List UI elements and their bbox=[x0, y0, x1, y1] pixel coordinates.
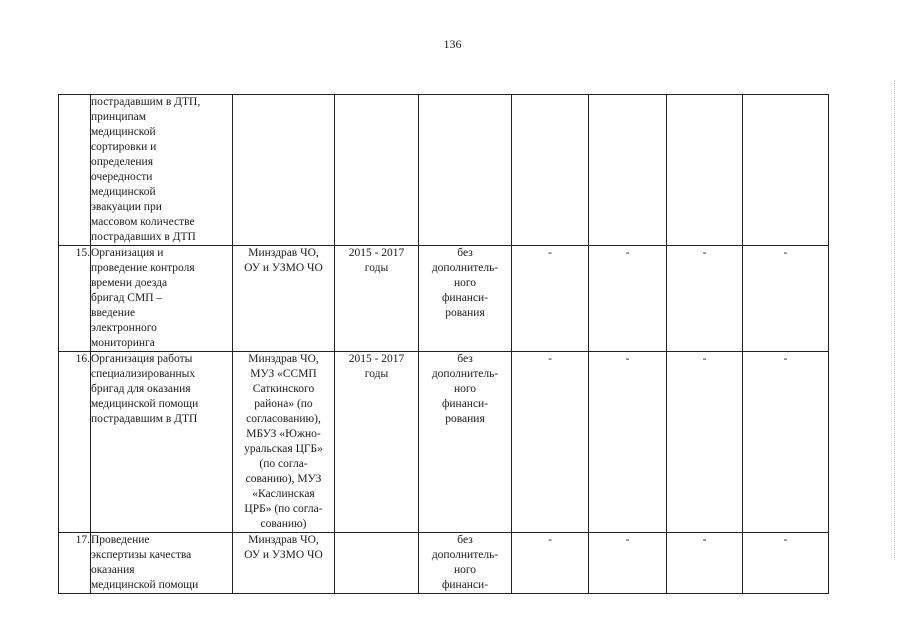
measures-table bbox=[58, 94, 829, 594]
term bbox=[335, 95, 419, 246]
funding-cell bbox=[589, 95, 667, 246]
funding-cell bbox=[743, 95, 829, 246]
funding-cell: - bbox=[589, 246, 667, 352]
funding-cell bbox=[667, 95, 743, 246]
funding-cell: - bbox=[589, 352, 667, 533]
table-row bbox=[59, 246, 829, 352]
page-number: 136 bbox=[443, 37, 462, 51]
measure-name: пострадавшим в ДТП, принципам медицинской сортировки и определения очередности медицинской эвакуации при массовом количестве пострадавших в ДТП bbox=[91, 95, 233, 246]
executor: Минздрав ЧО, ОУ и УЗМО ЧО bbox=[233, 533, 335, 594]
funding-cell: - bbox=[743, 533, 829, 594]
executor bbox=[233, 95, 335, 246]
term: 2015 - 2017 годы bbox=[335, 246, 419, 352]
financing: без дополнитель- ного финанси- рования bbox=[419, 246, 512, 352]
measure-name: Организация работы специализированных бригад для оказания медицинской помощи пострадавшим в ДТП bbox=[91, 352, 233, 533]
table-row bbox=[59, 95, 829, 246]
row-number bbox=[59, 95, 91, 246]
financing: без дополнитель- ного финанси- рования bbox=[419, 352, 512, 533]
funding-cell: - bbox=[667, 533, 743, 594]
funding-cell: - bbox=[512, 352, 589, 533]
funding-cell: - bbox=[743, 246, 829, 352]
executor: Минздрав ЧО, ОУ и УЗМО ЧО bbox=[233, 246, 335, 352]
funding-cell: - bbox=[512, 533, 589, 594]
funding-cell: - bbox=[667, 352, 743, 533]
scan-margin-artifact bbox=[894, 80, 901, 560]
financing: без дополнитель- ного финанси- bbox=[419, 533, 512, 594]
funding-cell bbox=[512, 95, 589, 246]
table-row bbox=[59, 533, 829, 594]
funding-cell: - bbox=[667, 246, 743, 352]
row-number: 17. bbox=[59, 533, 91, 594]
funding-cell: - bbox=[589, 533, 667, 594]
executor: Минздрав ЧО, МУЗ «ССМП Саткинского района» (по согласованию), МБУЗ «Южно- уральская ЦГБ» (по согла- сованию), МУЗ «Каслинская ЦРБ» (по согла- сованию) bbox=[233, 352, 335, 533]
funding-cell: - bbox=[743, 352, 829, 533]
measure-name: Организация и проведение контроля времени доезда бригад СМП – введение электронного мониторинга bbox=[91, 246, 233, 352]
term: 2015 - 2017 годы bbox=[335, 352, 419, 533]
row-number: 16. bbox=[59, 352, 91, 533]
financing bbox=[419, 95, 512, 246]
funding-cell: - bbox=[512, 246, 589, 352]
row-number: 15. bbox=[59, 246, 91, 352]
measure-name: Проведение экспертизы качества оказания медицинской помощи bbox=[91, 533, 233, 594]
table-row bbox=[59, 352, 829, 533]
term bbox=[335, 533, 419, 594]
